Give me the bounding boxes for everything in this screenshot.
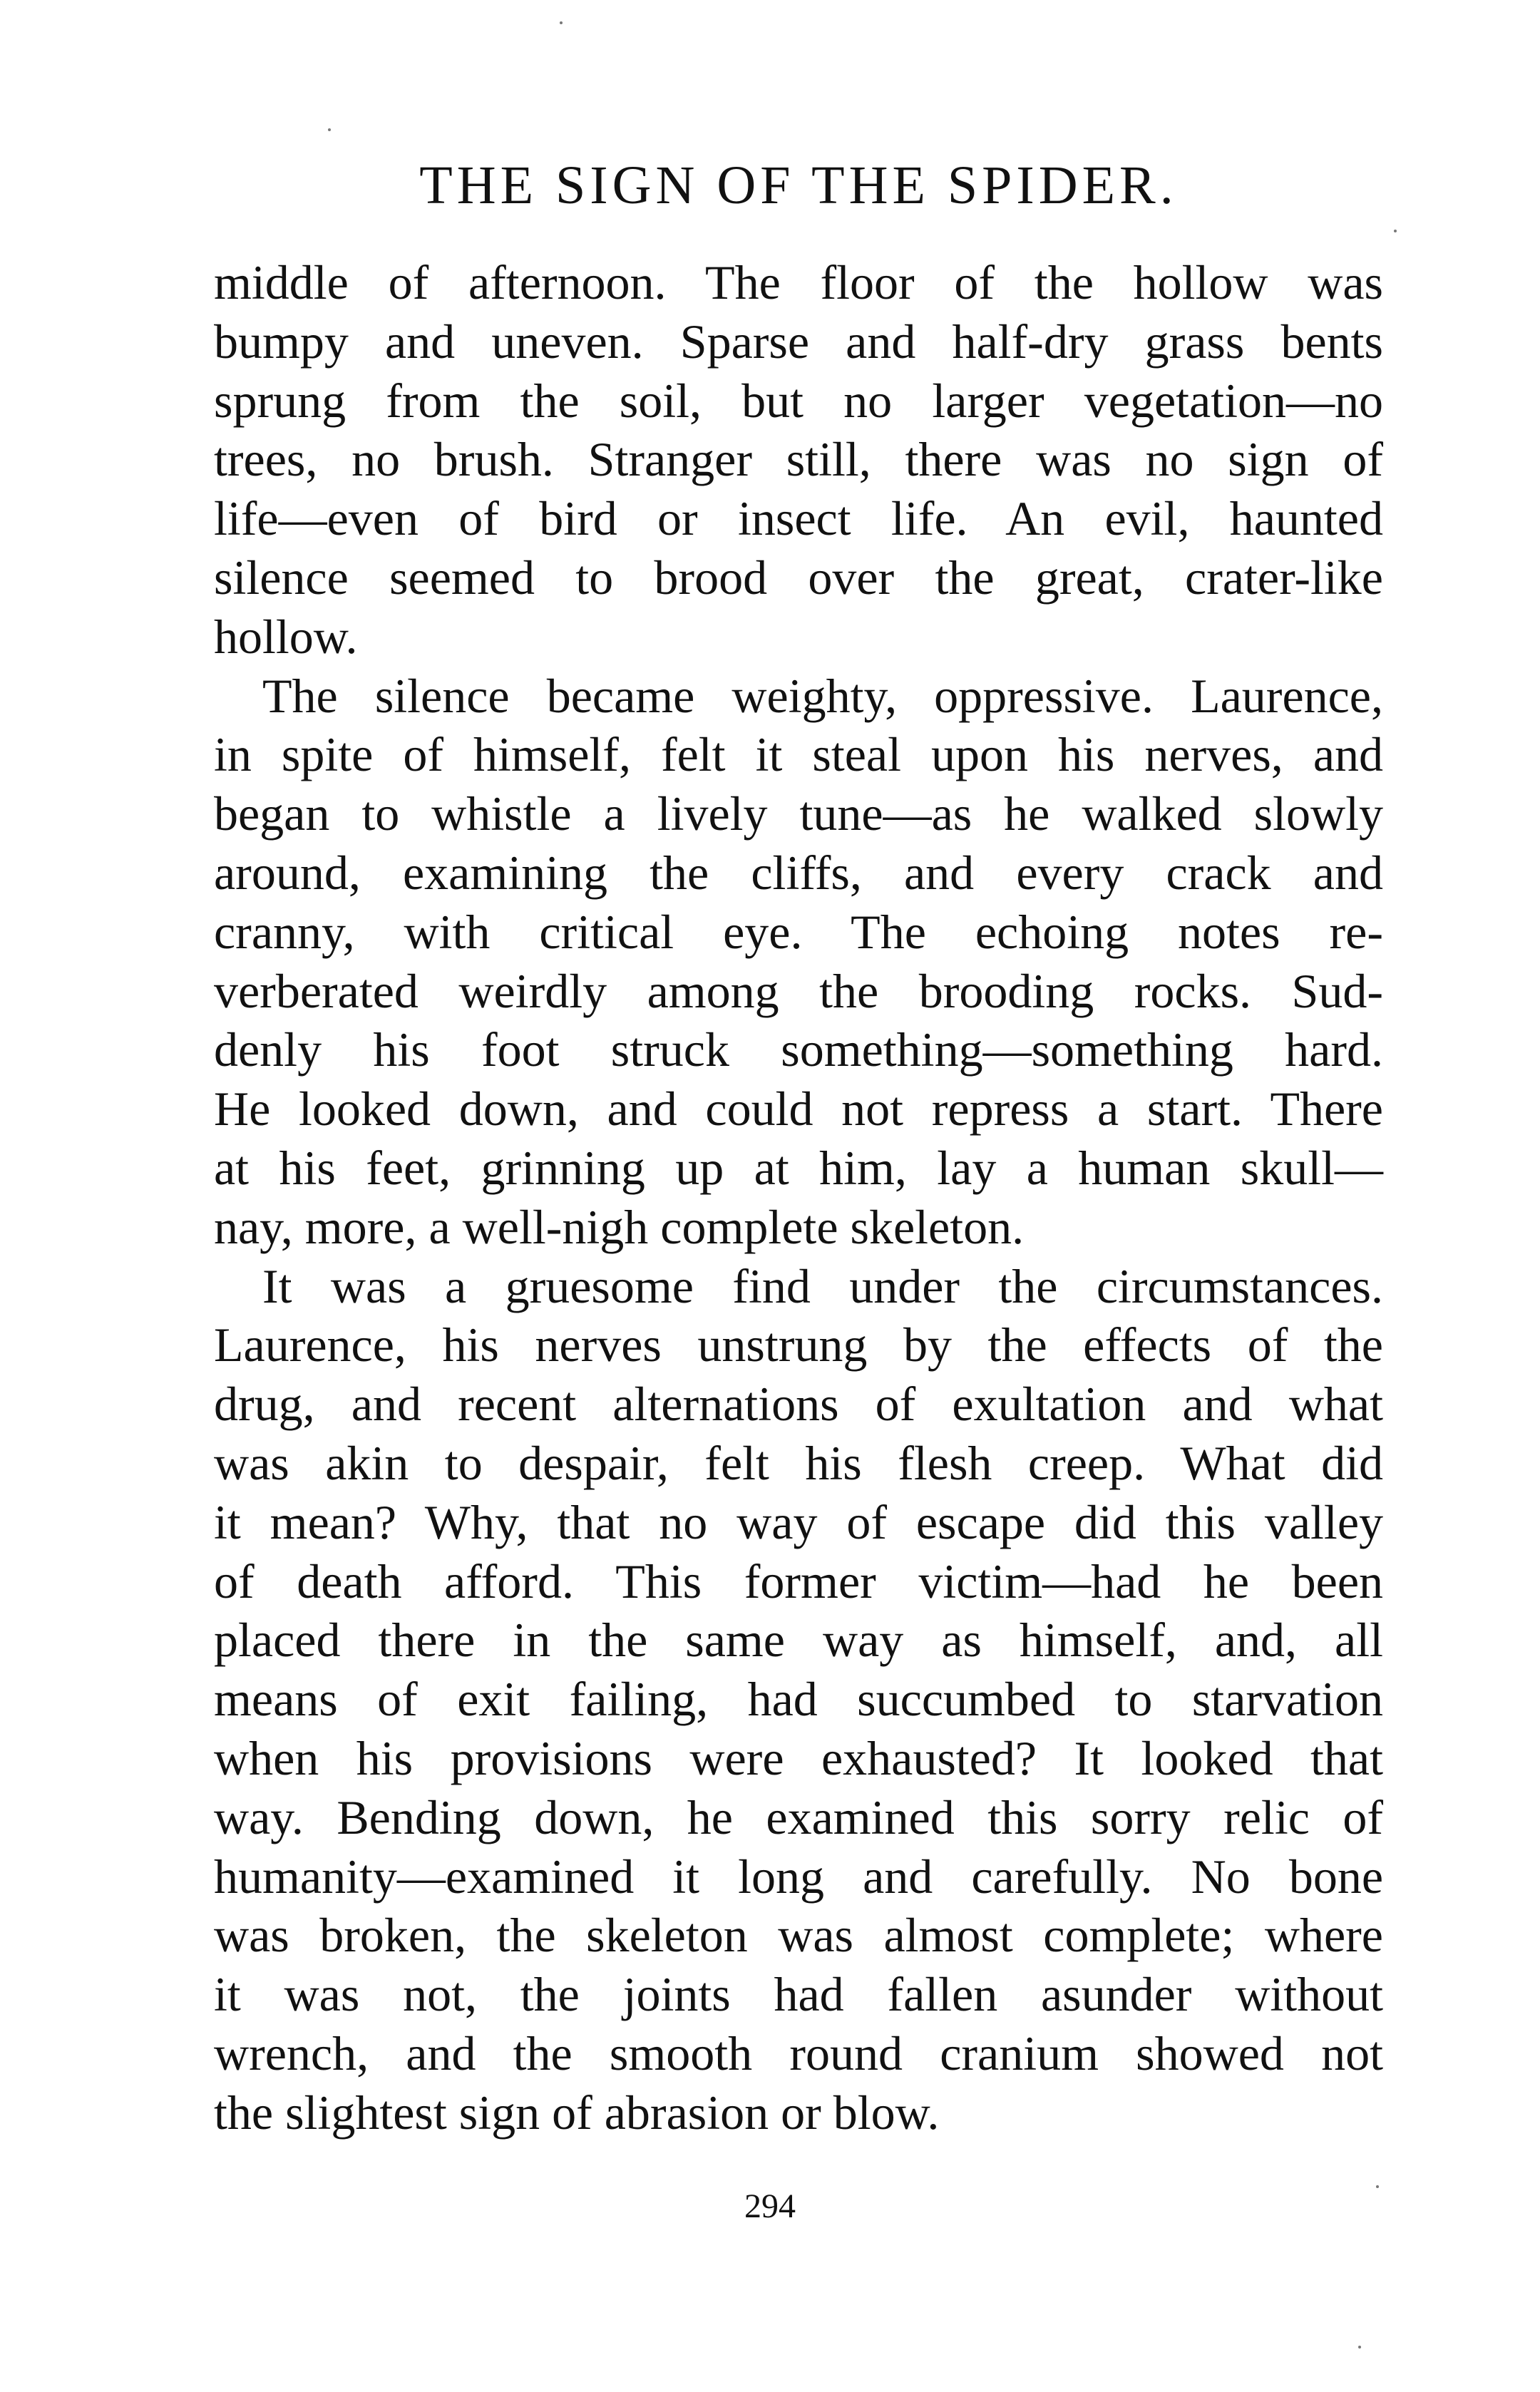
paragraph (214, 667, 1383, 1257)
body-text (214, 253, 1383, 2142)
text-line: nay, more, a well-nigh complete skeleton. (214, 1199, 1025, 1254)
running-head: THE SIGN OF THE SPIDER. (419, 155, 1178, 215)
text-line: in spite of himself, felt it steal upon his nerves, and (214, 727, 1383, 782)
scan-speck (328, 128, 331, 131)
text-line: began to whistle a lively tune—as he walked slowly (214, 786, 1383, 841)
text-line: Laurence, his nerves unstrung by the effects of the (214, 1318, 1383, 1372)
text-line: trees, no brush. Stranger still, there was no sign of (214, 432, 1383, 487)
text-line: way. Bending down, he examined this sorry relic of (214, 1790, 1383, 1844)
text-line: when his provisions were exhausted? It looked that (214, 1730, 1383, 1785)
text-line: sprung from the soil, but no larger vegetation—no (214, 373, 1383, 428)
scan-speck (1376, 2185, 1379, 2188)
text-line: middle of afternoon. The floor of the hollow was (214, 255, 1383, 309)
text-line: wrench, and the smooth round cranium showed not (214, 2026, 1383, 2080)
page-number: 294 (744, 2187, 796, 2225)
text-line: the slightest sign of abrasion or blow. (214, 2085, 940, 2140)
text-line: life—even of bird or insect life. An evil, haunted (214, 491, 1383, 546)
text-line: placed there in the same way as himself, and, all (214, 1613, 1383, 1668)
text-line: was broken, the skeleton was almost complete; where (214, 1908, 1383, 1963)
scan-speck (560, 21, 563, 24)
text-line: The silence became weighty, oppressive. Laurence, (262, 668, 1383, 723)
paragraph (214, 253, 1383, 667)
text-line: denly his foot struck something—something hard. (214, 1022, 1383, 1077)
text-line: cranny, with critical eye. The echoing notes re- (214, 904, 1383, 959)
paragraph (214, 1257, 1383, 2142)
text-line: He looked down, and could not repress a start. There (214, 1082, 1383, 1136)
text-line: verberated weirdly among the brooding rocks. Sud- (214, 963, 1383, 1018)
text-line: bumpy and uneven. Sparse and half-dry grass bents (214, 314, 1383, 369)
scan-speck (1394, 230, 1397, 232)
text-line: around, examining the cliffs, and every crack and (214, 845, 1383, 900)
text-line: at his feet, grinning up at him, lay a human skull— (214, 1140, 1383, 1195)
text-line: drug, and recent alternations of exultation and what (214, 1377, 1383, 1432)
text-line: humanity—examined it long and carefully. No bone (214, 1849, 1383, 1904)
text-line: silence seemed to brood over the great, crater-like (214, 550, 1383, 605)
text-line: was akin to despair, felt his flesh creep. What did (214, 1435, 1383, 1490)
text-line: It was a gruesome find under the circumstances. (262, 1258, 1383, 1313)
text-line: of death afford. This former victim—had he been (214, 1554, 1383, 1608)
text-line: hollow. (214, 609, 358, 664)
text-line: it was not, the joints had fallen asunder without (214, 1967, 1383, 2022)
text-line: it mean? Why, that no way of escape did this valley (214, 1494, 1383, 1549)
scan-speck (1358, 2346, 1361, 2349)
text-line: means of exit failing, had succumbed to starvation (214, 1672, 1383, 1727)
